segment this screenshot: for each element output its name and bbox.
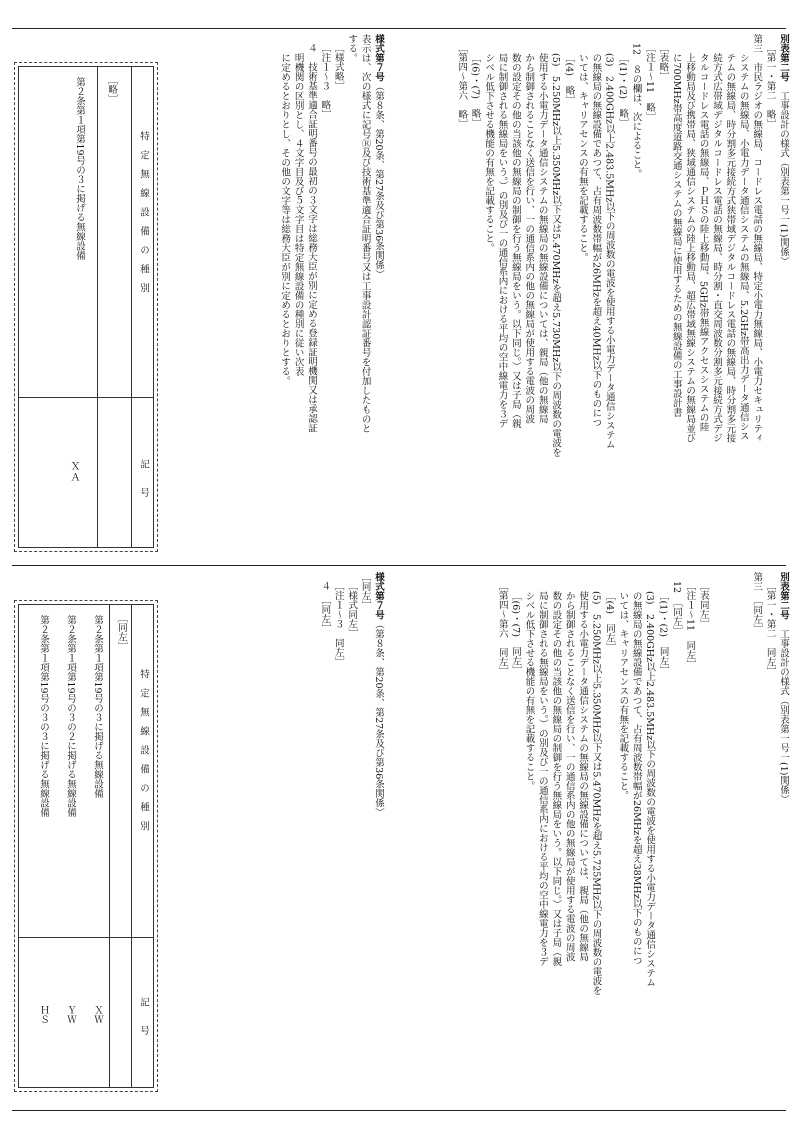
note-line: ［(6)・(7) 略］ — [469, 53, 481, 128]
note-line: いては、キャリアセンスの有無を記載すること。 — [617, 591, 629, 800]
note-line: (5) 5.250MHz以上5.350MHz以下又は5.470MHzを超え5.725MHz以下の周波数の電波を — [590, 591, 602, 996]
text-line: 第三 ［同左］ — [751, 572, 763, 634]
header-equipment-type: 特 定 無 線 設 備 の 種 別 — [138, 131, 149, 293]
note-line: ［注１～11 略］ — [643, 43, 655, 122]
text-line: システムの無線局、小電力データ通信システムの無線局、5.2GHz帯高出力データ通信シス — [737, 53, 749, 441]
top-rule — [12, 28, 786, 29]
text-line: 第三 市民ラジオの無線局、コードレス電話の無線局、特定小電力無線局、小電力セキュリティ — [751, 34, 763, 443]
note-line: から制御されることなく送信を行い、一の通信系内の他の無線局が使用する電波の周波 — [563, 591, 575, 962]
table-omit-note: ［表略］ — [657, 43, 669, 81]
row-symbol: ＹＷ — [65, 1005, 76, 1024]
text-line: テムの無線局、時分割多元接続方式狭帯域デジタルコードレス電話の無線局、時分割多元接 — [724, 53, 736, 443]
header-equipment-type: 特 定 無 線 設 備 の 種 別 — [138, 669, 149, 831]
note-line: 使用する小電力データ通信システムの無線局の無線設備については、親局（他の無線局 — [577, 591, 589, 962]
note-line: ［第四～第六 略］ — [456, 43, 468, 129]
middle-rule — [12, 565, 786, 566]
note-line: ４ ［同左］ — [319, 581, 331, 634]
note-line: ４ 技術基準適合証明番号の最初の３文字は総務大臣が別に定める登録証明機関又は承認証 — [305, 43, 317, 433]
note-line: に定めるとおりとし、その他の文字等は総務大臣が別に定めるとおりとする。 — [279, 53, 291, 386]
text-line: ［第一・第二 同左］ — [764, 581, 776, 676]
text-line: ［第一・第二 略］ — [764, 43, 776, 129]
bottom-title: 別表第二号 工事設計の様式（別表第一号一(1)関係） — [778, 572, 789, 804]
style7-heading: 様式第７号（第８条、第20条、第27条及び第36条関係） — [373, 572, 384, 818]
row-equipment-type: 第２条第１項第19号の３の２に掲げる無線設備 — [65, 615, 76, 818]
note-line: ［(1)・(2) 同左］ — [657, 591, 669, 675]
note-line: 数の設定その他の当該他の無線局の制御を行う無線局をいう。以下同じ。）又は子局（親 — [509, 53, 521, 429]
note-line: ［(6)・(7) 同左］ — [510, 591, 522, 675]
text-line: に700MHz帯高度道路交通システムの無線局に使用するための無線設備の工事設計書 — [670, 53, 682, 418]
row-symbol: ＸＷ — [92, 1005, 103, 1024]
table-omit-note: ［同左］ — [116, 613, 127, 651]
row-equipment-type: 第２条第１項第19号の３に掲げる無線設備 — [74, 77, 85, 261]
top-style7-text — [195, 34, 385, 560]
bottom-style7-text — [195, 572, 385, 1104]
note-line: ［注１～３ 略］ — [319, 43, 331, 119]
top-symbol-table — [14, 62, 158, 552]
note-line: 12 ８の欄は、次によること。 — [630, 43, 642, 179]
text-line: 上移動局及び携帯局、狭域通信システムの陸上移動局、超広帯域無線システムの無線局並び — [684, 53, 696, 443]
bottom-symbol-table — [14, 600, 158, 1092]
note-line: の無線局の無線設備であつて、占有周波数帯幅が26MHzを超え40MHz以下のものにつ — [590, 53, 602, 428]
top-main-text — [388, 34, 790, 560]
note-line: 局に制御される無線局をいう。）の別及び一の通信系内における平均の空中線電力を３デ — [496, 53, 508, 429]
text-line: 表示は、次の様式に記号Ⓡ及び技術基準適合証明番号又は工事設計認証番号を付加したものと — [359, 34, 371, 433]
bottom-main-text — [388, 572, 790, 1104]
note-line: 明機関の区別とし、４文字目及び５文字目は特定無線設備の種別に従い次表 — [292, 53, 304, 376]
note-line: から制御されることなく送信を行い、一の通信系内の他の無線局が使用する電波の周波 — [523, 53, 535, 424]
note-line: 使用する小電力データ通信システムの無線局の無線設備については、親局（他の無線局 — [536, 53, 548, 424]
note-line: (3) 2.400GHz以上2.483.5MHz以下の周波数の電波を使用する小電力データ通信システム — [603, 53, 615, 450]
bottom-rule — [12, 1110, 786, 1111]
row-symbol: ＸＡ — [68, 461, 79, 483]
text-line: ［同左］ — [359, 572, 371, 610]
header-symbol: 記 号 — [138, 997, 149, 1035]
header-symbol: 記 号 — [138, 459, 149, 497]
note-line: 局に制御される無線局をいう。）の別及び一の通信系内における平均の空中線電力を３デ — [536, 591, 548, 967]
table-omit-note: ［表同左］ — [697, 581, 709, 629]
note-line: ［(1)・(2) 略］ — [617, 53, 629, 128]
note-line: ［注１～11 同左］ — [684, 581, 696, 670]
row-symbol: ＨＳ — [38, 1005, 49, 1024]
note-line: 数の設定その他の当該他の無線局の制御を行う無線局をいう。以下同じ。）又は子局（親 — [550, 591, 562, 967]
note-line: 12 ［同左］ — [670, 581, 682, 636]
note-line: ［注１～３ 同左］ — [332, 581, 344, 667]
row-equipment-type: 第２条第１項第19号の３の３に掲げる無線設備 — [38, 615, 49, 818]
text-line: する。 — [346, 34, 358, 63]
text-line: ［様式略］ — [332, 43, 344, 91]
text-line: 続方式広帯域デジタルコードレス電話の無線局、時分割・直交周波数分割多元接続方式デジ — [710, 53, 722, 443]
note-line: いては、キャリアセンスの有無を記載すること。 — [576, 53, 588, 262]
note-line: ［第四～第六 同左］ — [496, 581, 508, 676]
note-line: (3) 2.400GHz以上2.483.5MHz以下の周波数の電波を使用する小電力データ通信システム — [644, 591, 656, 988]
table-omit-note: ［略］ — [106, 75, 117, 104]
note-line: ［(4) 同左］ — [603, 591, 615, 652]
style7-heading: 様式第７号（第８条、第20条、第27条及び第36条関係） — [373, 34, 384, 280]
top-title: 別表第二号 工事設計の様式（別表第一号一(1)関係） — [778, 34, 789, 266]
text-line: ［様式同左］ — [346, 581, 358, 638]
note-line: シベル低下させる機能の有無を記載すること。 — [483, 53, 495, 253]
text-line: タルコードレス電話の無線局、ＰＨＳの陸上移動局、5GHz帯無線アクセスシステムの陸 — [697, 53, 709, 432]
note-line: ［(4) 略］ — [563, 53, 575, 105]
note-line: (5) 5.250MHz以上5.350MHz以下又は5.470MHzを超え5.730MHz以下の周波数の電波を — [550, 53, 562, 458]
row-equipment-type: 第２条第１項第19号の３に掲げる無線設備 — [92, 615, 103, 799]
note-line: の無線局の無線設備であつて、占有周波数帯幅が26MHzを超え38MHz以下のものにつ — [630, 591, 642, 966]
note-line: シベル低下させる機能の有無を記載すること。 — [523, 591, 535, 791]
